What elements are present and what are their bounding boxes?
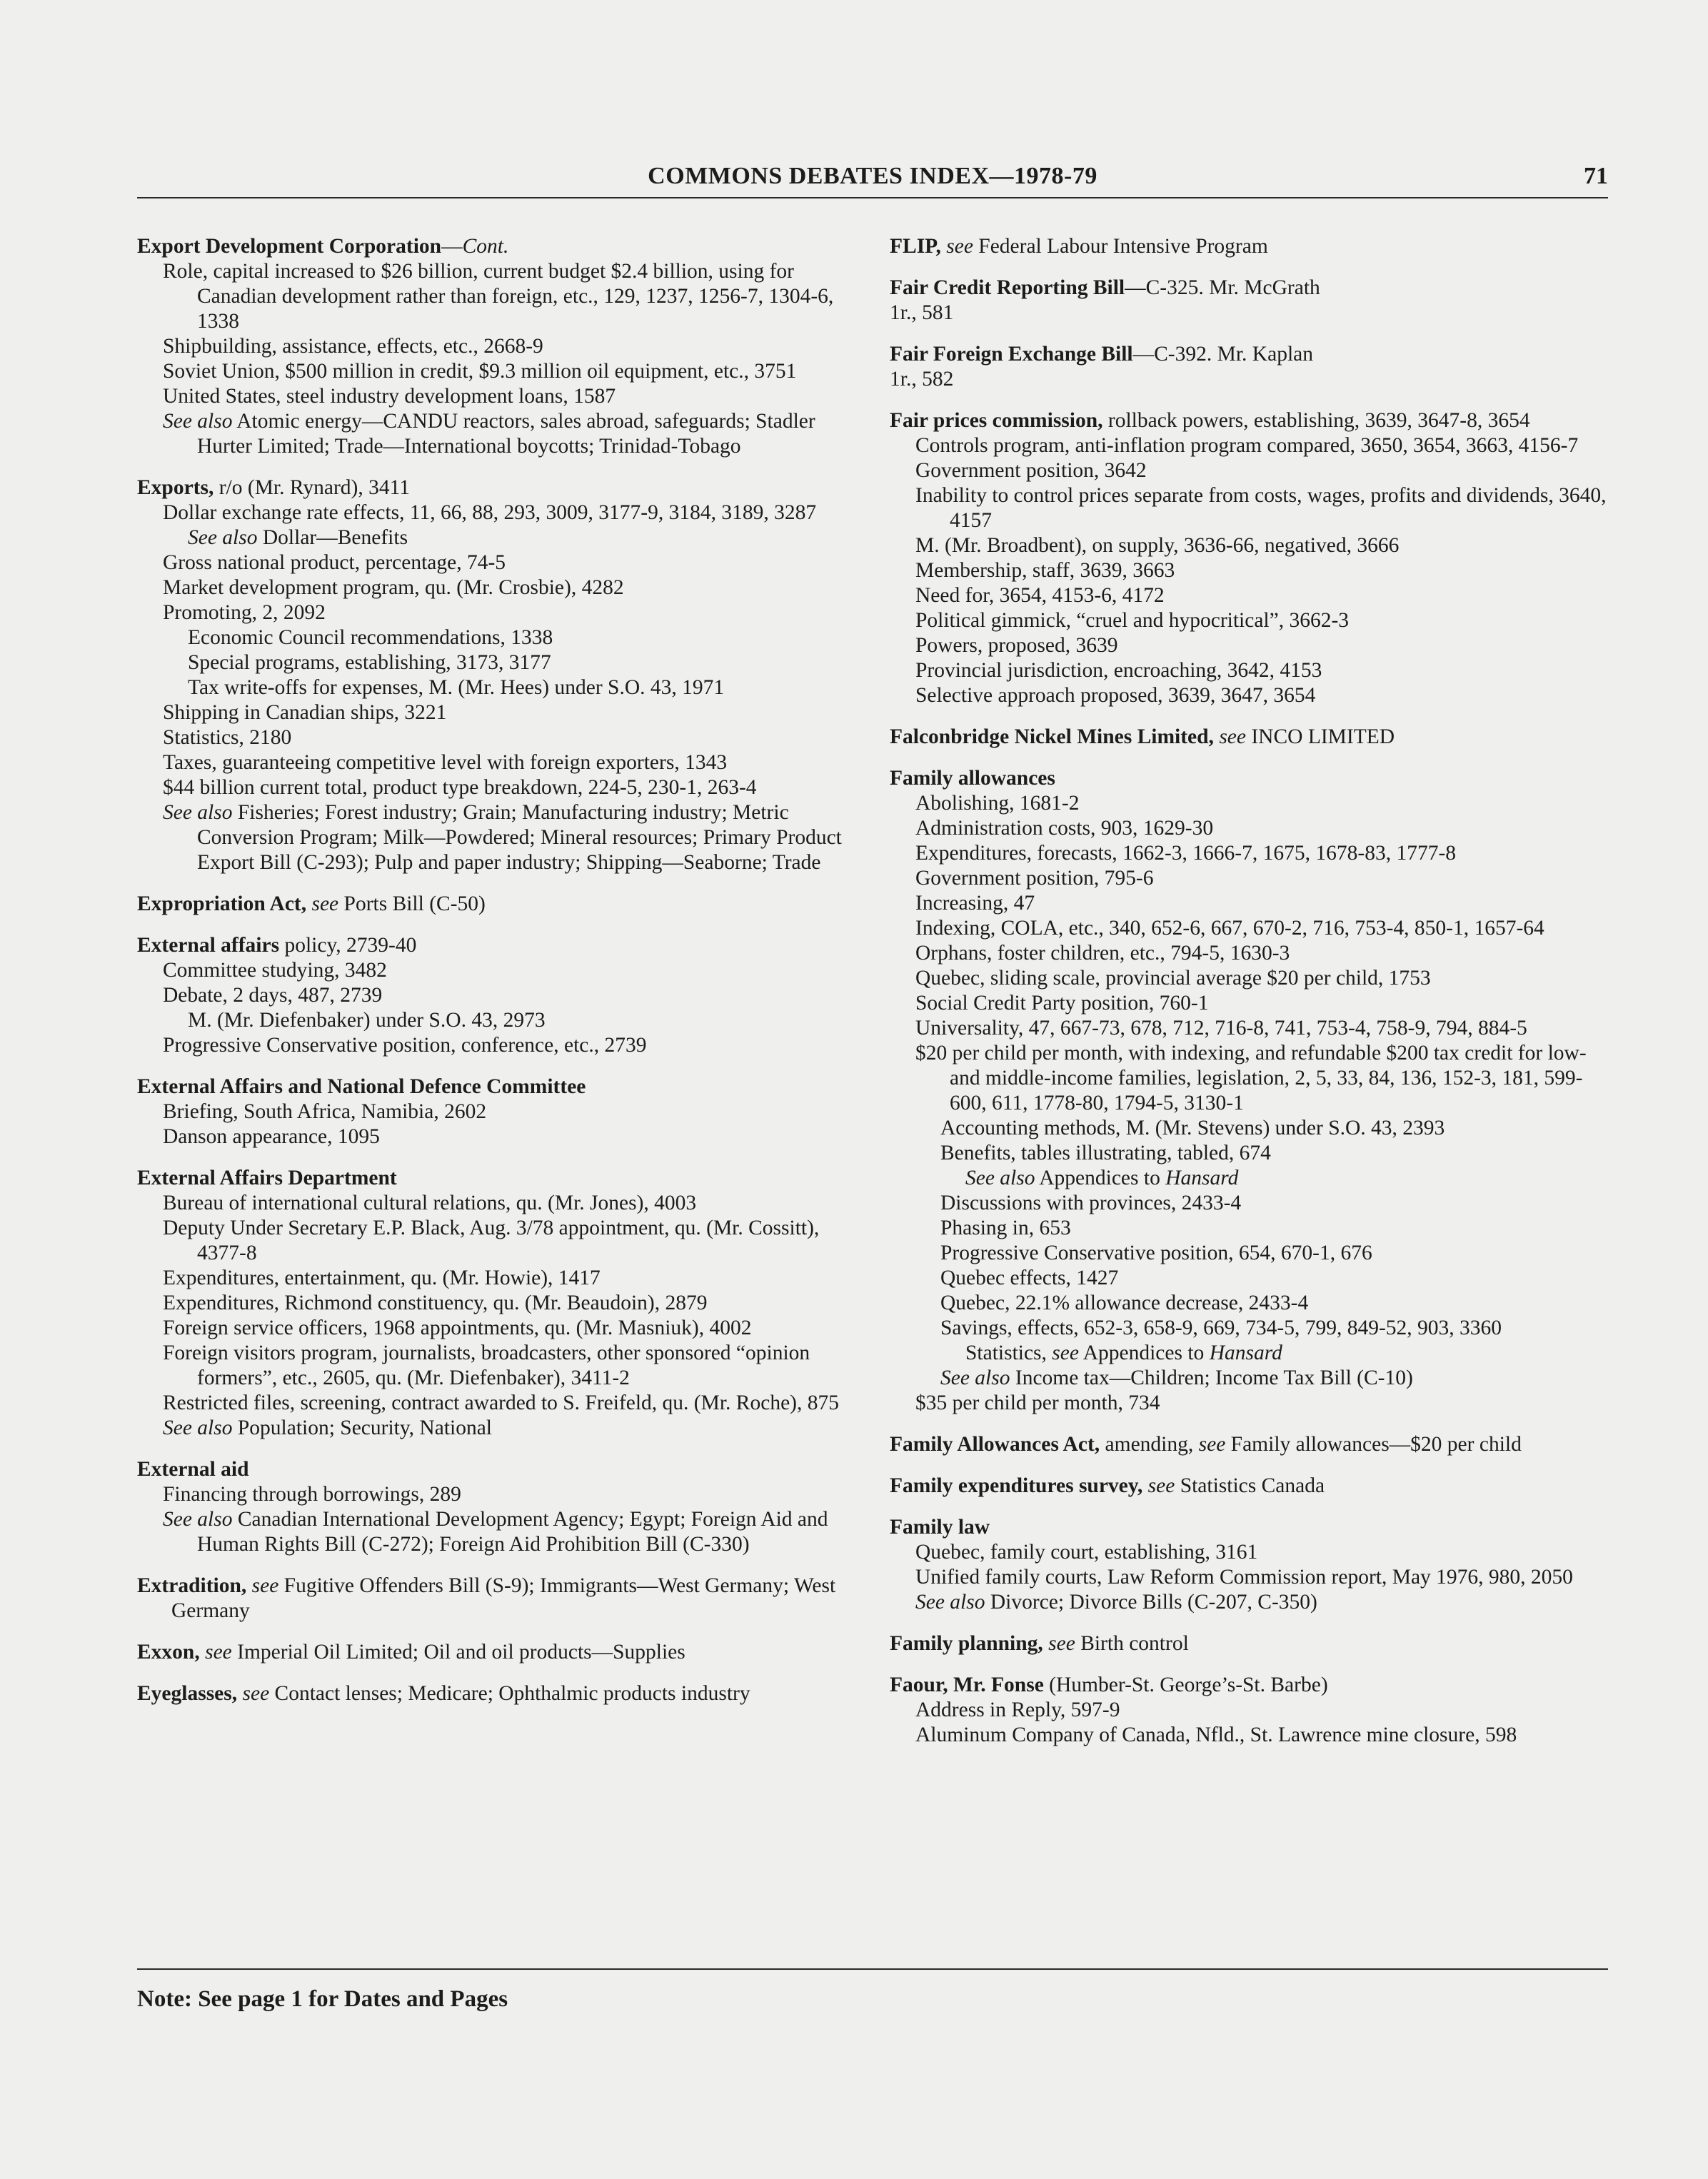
entry-text: Family allowances bbox=[890, 767, 1055, 790]
entry-text: Exports, bbox=[137, 476, 214, 499]
index-entry bbox=[137, 1075, 851, 1149]
entry-subitem bbox=[890, 658, 1611, 683]
entry-heading bbox=[890, 408, 1611, 433]
entry-subitem bbox=[890, 1291, 1611, 1316]
entry-text bbox=[200, 1641, 205, 1664]
entry-text: Statistics, bbox=[965, 1342, 1053, 1364]
entry-text: Provincial jurisdiction, encroaching, 3642, 4153 bbox=[915, 659, 1322, 682]
entry-text: See also bbox=[188, 526, 258, 549]
entry-heading bbox=[890, 367, 1611, 392]
entry-subitem bbox=[890, 558, 1611, 583]
entry-text: Unified family courts, Law Reform Commission report, May 1976, 980, 2050 bbox=[915, 1566, 1573, 1589]
index-entry bbox=[890, 766, 1611, 1416]
entry-subitem bbox=[890, 991, 1611, 1016]
entry-text: M. (Mr. Broadbent), on supply, 3636-66, negatived, 3666 bbox=[915, 534, 1400, 557]
entry-heading bbox=[890, 766, 1611, 791]
entry-text: INCO LIMITED bbox=[1245, 725, 1395, 748]
entry-text: Abolishing, 1681-2 bbox=[915, 792, 1080, 815]
entry-text: Economic Council recommendations, 1338 bbox=[188, 626, 553, 649]
entry-subitem bbox=[890, 1191, 1611, 1216]
entry-text: $20 per child per month, with indexing, and refundable $200 tax credit for low- and middle-income families, legislation, 2, 5, 33, 84, 136, 152-3, 181, 599-600, 611, 1778-80, 1794-5, 3130-1 bbox=[915, 1042, 1587, 1114]
entry-text: Powers, proposed, 3639 bbox=[915, 634, 1118, 657]
entry-subitem bbox=[890, 1216, 1611, 1241]
entry-text: Phasing in, 653 bbox=[940, 1217, 1071, 1239]
entry-text: Committee studying, 3482 bbox=[163, 959, 387, 982]
index-entry bbox=[137, 1574, 851, 1624]
entry-subitem bbox=[890, 891, 1611, 916]
page-number: 71 bbox=[1584, 163, 1608, 189]
entry-heading bbox=[890, 1673, 1611, 1698]
entry-subitem bbox=[890, 1341, 1611, 1366]
entry-text: See also bbox=[163, 1508, 233, 1531]
entry-text: Expropriation Act, bbox=[137, 892, 307, 915]
entry-text bbox=[246, 1574, 251, 1597]
entry-text: Increasing, 47 bbox=[915, 892, 1035, 915]
entry-text bbox=[237, 1682, 242, 1705]
entry-subitem bbox=[137, 800, 851, 875]
entry-subitem bbox=[137, 334, 851, 359]
entry-text: see bbox=[946, 235, 973, 258]
entry-text: Fugitive Offenders Bill (S-9); Immigrants—West Germany; West Germany bbox=[171, 1574, 836, 1622]
entry-subitem bbox=[137, 525, 851, 550]
entry-text: Quebec, sliding scale, provincial average $20 per child, 1753 bbox=[915, 967, 1431, 990]
index-entry bbox=[890, 342, 1611, 392]
entry-subitem bbox=[890, 791, 1611, 816]
entry-heading bbox=[890, 301, 1611, 326]
entry-text: Taxes, guaranteeing competitive level with foreign exporters, 1343 bbox=[163, 751, 728, 774]
entry-subitem bbox=[890, 1366, 1611, 1391]
entry-subitem bbox=[890, 633, 1611, 658]
entry-subitem bbox=[890, 1590, 1611, 1615]
entry-text: Debate, 2 days, 487, 2739 bbox=[163, 984, 383, 1007]
entry-text: Divorce; Divorce Bills (C-207, C-350) bbox=[985, 1591, 1317, 1614]
entry-text: Expenditures, forecasts, 1662-3, 1666-7, 1675, 1678-83, 1777-8 bbox=[915, 842, 1457, 865]
entry-subitem bbox=[890, 583, 1611, 608]
page-header bbox=[137, 163, 1608, 196]
entry-subitem bbox=[890, 866, 1611, 891]
entry-subitem bbox=[890, 1565, 1611, 1590]
entry-text: —C-325. Mr. McGrath bbox=[1125, 276, 1320, 299]
entry-subitem bbox=[137, 1099, 851, 1124]
entry-subitem bbox=[137, 775, 851, 800]
entry-text: Shipbuilding, assistance, effects, etc., 2668-9 bbox=[163, 335, 543, 358]
header-rule bbox=[137, 197, 1608, 198]
entry-heading bbox=[890, 1432, 1611, 1457]
entry-heading bbox=[137, 933, 851, 958]
entry-text: Quebec, 22.1% allowance decrease, 2433-4 bbox=[940, 1292, 1309, 1314]
index-entry bbox=[137, 1640, 851, 1665]
entry-text: Canadian International Development Agency; Egypt; Foreign Aid and Human Rights Bill (C-272); Foreign Aid Prohibition Bill (C-330) bbox=[197, 1508, 828, 1556]
entry-subitem bbox=[890, 966, 1611, 991]
entry-text: rollback powers, establishing, 3639, 3647-8, 3654 bbox=[1102, 409, 1530, 432]
entry-subitem bbox=[137, 1391, 851, 1416]
entry-text: Bureau of international cultural relations, qu. (Mr. Jones), 4003 bbox=[163, 1192, 697, 1214]
entry-text: Foreign service officers, 1968 appointments, qu. (Mr. Masniuk), 4002 bbox=[163, 1317, 752, 1339]
entry-subitem bbox=[137, 384, 851, 409]
entry-subitem bbox=[890, 841, 1611, 866]
entry-text: see bbox=[251, 1574, 279, 1597]
entry-subitem bbox=[890, 533, 1611, 558]
entry-text: Family allowances—$20 per child bbox=[1225, 1433, 1522, 1456]
entry-subitem bbox=[137, 958, 851, 983]
entry-heading bbox=[137, 892, 851, 917]
entry-subitem bbox=[137, 1033, 851, 1058]
entry-heading bbox=[890, 276, 1611, 301]
entry-text: Discussions with provinces, 2433-4 bbox=[940, 1192, 1242, 1214]
index-entry bbox=[890, 1673, 1611, 1748]
entry-text: External Affairs Department bbox=[137, 1167, 397, 1189]
entry-text: Quebec effects, 1427 bbox=[940, 1267, 1119, 1289]
entry-subitem bbox=[890, 1723, 1611, 1748]
entry-text: Administration costs, 903, 1629-30 bbox=[915, 817, 1214, 840]
entry-subitem bbox=[137, 1507, 851, 1557]
index-entry bbox=[137, 1457, 851, 1557]
entry-text: Appendices to bbox=[1078, 1342, 1210, 1364]
entry-text: Falconbridge Nickel Mines Limited, bbox=[890, 725, 1214, 748]
entry-text: Gross national product, percentage, 74-5 bbox=[163, 551, 506, 574]
entry-heading bbox=[890, 725, 1611, 750]
entry-subitem bbox=[137, 1008, 851, 1033]
entry-text: Selective approach proposed, 3639, 3647, 3654 bbox=[915, 684, 1316, 707]
entry-text: Fair Credit Reporting Bill bbox=[890, 276, 1125, 299]
index-entry bbox=[890, 234, 1611, 259]
entry-text: FLIP, bbox=[890, 235, 941, 258]
entry-subitem bbox=[137, 359, 851, 384]
entry-heading bbox=[137, 1640, 851, 1665]
entry-text: Statistics Canada bbox=[1175, 1474, 1325, 1497]
entry-text: Dollar—Benefits bbox=[257, 526, 408, 549]
entry-text: Accounting methods, M. (Mr. Stevens) under S.O. 43, 2393 bbox=[940, 1117, 1445, 1139]
entry-subitem bbox=[137, 625, 851, 650]
entry-subitem bbox=[137, 1316, 851, 1341]
running-title: COMMONS DEBATES INDEX—1978-79 bbox=[648, 163, 1097, 189]
index-entry bbox=[137, 933, 851, 1058]
entry-text: Social Credit Party position, 760-1 bbox=[915, 992, 1209, 1015]
entry-subitem bbox=[137, 1124, 851, 1149]
entry-text: amending, bbox=[1100, 1433, 1199, 1456]
index-entry bbox=[890, 1631, 1611, 1656]
index-entry bbox=[890, 1432, 1611, 1457]
index-entry bbox=[137, 1166, 851, 1441]
entry-text: Market development program, qu. (Mr. Crosbie), 4282 bbox=[163, 576, 624, 599]
entry-text: Danson appearance, 1095 bbox=[163, 1125, 380, 1148]
entry-subitem bbox=[890, 1266, 1611, 1291]
entry-text: Hansard bbox=[1165, 1167, 1239, 1189]
entry-text: Statistics, 2180 bbox=[163, 726, 292, 749]
entry-text: Restricted files, screening, contract awarded to S. Freifeld, qu. (Mr. Roche), 875 bbox=[163, 1392, 839, 1414]
entry-text: See also bbox=[163, 1416, 233, 1439]
entry-text: Special programs, establishing, 3173, 3177 bbox=[188, 651, 551, 674]
entry-subitem bbox=[890, 683, 1611, 708]
entry-text: Tax write-offs for expenses, M. (Mr. Hees) under S.O. 43, 1971 bbox=[188, 676, 725, 699]
entry-subitem bbox=[137, 500, 851, 525]
entry-text: see bbox=[1048, 1632, 1075, 1655]
entry-text: Cont. bbox=[462, 235, 509, 258]
entry-text: (Humber-St. George’s-St. Barbe) bbox=[1043, 1674, 1328, 1696]
entry-text: United States, steel industry development loans, 1587 bbox=[163, 385, 616, 408]
entry-text: r/o (Mr. Rynard), 3411 bbox=[214, 476, 411, 499]
entry-text: see bbox=[311, 892, 339, 915]
entry-subitem bbox=[890, 816, 1611, 841]
entry-text: Soviet Union, $500 million in credit, $9.3 million oil equipment, etc., 3751 bbox=[163, 360, 797, 383]
entry-subitem bbox=[137, 1291, 851, 1316]
entry-text: Hansard bbox=[1209, 1342, 1282, 1364]
entry-text: See also bbox=[940, 1367, 1010, 1389]
index-entry bbox=[137, 1681, 851, 1706]
entry-subitem bbox=[890, 941, 1611, 966]
entry-subitem bbox=[890, 1041, 1611, 1116]
entry-text: Appendices to bbox=[1035, 1167, 1166, 1189]
entry-text: Dollar exchange rate effects, 11, 66, 88, 293, 3009, 3177-9, 3184, 3189, 3287 bbox=[163, 501, 817, 524]
entry-text: Government position, 3642 bbox=[915, 459, 1147, 482]
entry-text: Federal Labour Intensive Program bbox=[973, 235, 1268, 258]
entry-text: see bbox=[205, 1641, 232, 1664]
entry-text: 1r., 582 bbox=[890, 368, 954, 391]
entry-subitem bbox=[137, 983, 851, 1008]
entry-text: See also bbox=[965, 1167, 1035, 1189]
entry-heading bbox=[890, 1474, 1611, 1499]
entry-subitem bbox=[890, 1141, 1611, 1166]
entry-text: See also bbox=[915, 1591, 985, 1614]
entry-subitem bbox=[137, 675, 851, 700]
entry-subitem bbox=[137, 600, 851, 625]
entry-subitem bbox=[137, 1416, 851, 1441]
entry-text: —C-392. Mr. Kaplan bbox=[1132, 343, 1313, 366]
entry-text: Income tax—Children; Income Tax Bill (C-10) bbox=[1010, 1367, 1413, 1389]
entry-subitem bbox=[137, 725, 851, 750]
footer-rule bbox=[137, 1968, 1608, 1970]
entry-heading bbox=[137, 1574, 851, 1624]
entry-text: External aid bbox=[137, 1458, 249, 1481]
entry-text: see bbox=[242, 1682, 270, 1705]
entry-heading bbox=[890, 342, 1611, 367]
index-entry bbox=[890, 1515, 1611, 1615]
entry-heading bbox=[137, 1457, 851, 1482]
entry-text: Family Allowances Act, bbox=[890, 1433, 1100, 1456]
right-column bbox=[890, 234, 1611, 1764]
entry-text: Eyeglasses, bbox=[137, 1682, 238, 1705]
entry-text: Need for, 3654, 4153-6, 4172 bbox=[915, 584, 1165, 607]
entry-text: Expenditures, Richmond constituency, qu. (Mr. Beaudoin), 2879 bbox=[163, 1292, 708, 1314]
entry-text: Briefing, South Africa, Namibia, 2602 bbox=[163, 1100, 487, 1123]
entry-subitem bbox=[890, 916, 1611, 941]
entry-text: Population; Security, National bbox=[232, 1416, 493, 1439]
entry-text: see bbox=[1198, 1433, 1226, 1456]
entry-text: Government position, 795-6 bbox=[915, 867, 1154, 890]
index-entry bbox=[890, 276, 1611, 326]
entry-text: Savings, effects, 652-3, 658-9, 669, 734-5, 799, 849-52, 903, 3360 bbox=[940, 1317, 1502, 1339]
entry-subitem bbox=[137, 650, 851, 675]
entry-text: Address in Reply, 597-9 bbox=[915, 1699, 1120, 1721]
entry-subitem bbox=[137, 700, 851, 725]
entry-subitem bbox=[137, 1341, 851, 1391]
entry-text: Birth control bbox=[1075, 1632, 1189, 1655]
entry-subitem bbox=[137, 575, 851, 600]
entry-subitem bbox=[137, 1482, 851, 1507]
entry-text: Role, capital increased to $26 billion, current budget $2.4 billion, using for Canadian development rather than foreign, etc., 129, 1237, 1256-7, 1304-6, 1338 bbox=[163, 260, 834, 333]
entry-text: Fair prices commission, bbox=[890, 409, 1103, 432]
entry-subitem bbox=[890, 1166, 1611, 1191]
entry-text: Atomic energy—CANDU reactors, sales abroad, safeguards; Stadler Hurter Limited; Trade—International boycotts; Trinidad-Tobago bbox=[197, 410, 815, 458]
entry-text: see bbox=[1147, 1474, 1175, 1497]
entry-text: External affairs bbox=[137, 934, 280, 957]
entry-text: Contact lenses; Medicare; Ophthalmic products industry bbox=[269, 1682, 750, 1705]
entry-text: Benefits, tables illustrating, tabled, 674 bbox=[940, 1142, 1271, 1164]
entry-text: Export Development Corporation bbox=[137, 235, 442, 258]
entry-text: policy, 2739-40 bbox=[279, 934, 417, 957]
entry-subitem bbox=[137, 550, 851, 575]
entry-text: Fisheries; Forest industry; Grain; Manufacturing industry; Metric Conversion Program; Milk—Powdered; Mineral resources; Primary Product Export Bill (C-293); Pulp and paper industry; Shipping—Seaborne; Trade bbox=[197, 801, 842, 874]
entry-text: see bbox=[1219, 725, 1246, 748]
entry-subitem bbox=[137, 409, 851, 459]
entry-text: Fair Foreign Exchange Bill bbox=[890, 343, 1133, 366]
entry-heading bbox=[890, 234, 1611, 259]
entry-subitem bbox=[890, 433, 1611, 458]
left-column bbox=[137, 234, 851, 1723]
entry-subitem bbox=[137, 1266, 851, 1291]
entry-subitem bbox=[890, 1016, 1611, 1041]
entry-subitem bbox=[137, 750, 851, 775]
entry-text: Faour, Mr. Fonse bbox=[890, 1674, 1044, 1696]
entry-text: Family expenditures survey, bbox=[890, 1474, 1143, 1497]
entry-text: Progressive Conservative position, conference, etc., 2739 bbox=[163, 1034, 647, 1057]
entry-text: Promoting, 2, 2092 bbox=[163, 601, 326, 624]
entry-text: Quebec, family court, establishing, 3161 bbox=[915, 1541, 1258, 1564]
index-entry bbox=[137, 475, 851, 875]
entry-subitem bbox=[890, 1241, 1611, 1266]
entry-subitem bbox=[890, 1698, 1611, 1723]
index-entry bbox=[890, 408, 1611, 708]
entry-text: Aluminum Company of Canada, Nfld., St. Lawrence mine closure, 598 bbox=[915, 1723, 1517, 1746]
entry-text: Shipping in Canadian ships, 3221 bbox=[163, 701, 447, 724]
entry-text: Ports Bill (C-50) bbox=[338, 892, 486, 915]
entry-heading bbox=[890, 1631, 1611, 1656]
entry-subitem bbox=[890, 1391, 1611, 1416]
index-entry bbox=[890, 1474, 1611, 1499]
entry-text: Inability to control prices separate from costs, wages, profits and dividends, 3640, 4157 bbox=[915, 484, 1607, 532]
entry-subitem bbox=[137, 259, 851, 334]
entry-subitem bbox=[890, 458, 1611, 483]
entry-subitem bbox=[890, 483, 1611, 533]
index-entry bbox=[137, 892, 851, 917]
entry-heading bbox=[137, 234, 851, 259]
entry-subitem bbox=[890, 1116, 1611, 1141]
entry-text: External Affairs and National Defence Committee bbox=[137, 1075, 586, 1098]
entry-text: $44 billion current total, product type breakdown, 224-5, 230-1, 263-4 bbox=[163, 776, 757, 799]
entry-text: 1r., 581 bbox=[890, 301, 954, 324]
entry-text: Financing through borrowings, 289 bbox=[163, 1483, 461, 1506]
entry-text: see bbox=[1052, 1342, 1079, 1364]
entry-text: Deputy Under Secretary E.P. Black, Aug. 3/78 appointment, qu. (Mr. Cossitt), 4377-8 bbox=[163, 1217, 820, 1264]
entry-text: Membership, staff, 3639, 3663 bbox=[915, 559, 1175, 582]
entry-text: Foreign visitors program, journalists, broadcasters, other sponsored “opinion formers”, etc., 2605, qu. (Mr. Diefenbaker), 3411-2 bbox=[163, 1342, 810, 1389]
entry-subitem bbox=[137, 1216, 851, 1266]
entry-text: Political gimmick, “cruel and hypocritical”, 3662-3 bbox=[915, 609, 1350, 632]
entry-heading bbox=[137, 1075, 851, 1099]
entry-heading bbox=[137, 1166, 851, 1191]
entry-subitem bbox=[890, 1540, 1611, 1565]
index-entry bbox=[137, 234, 851, 459]
entry-subitem bbox=[890, 608, 1611, 633]
index-entry bbox=[890, 725, 1611, 750]
entry-text: — bbox=[441, 235, 463, 258]
entry-text: See also bbox=[163, 801, 233, 824]
entry-text bbox=[1142, 1474, 1147, 1497]
entry-text: Universality, 47, 667-73, 678, 712, 716-8, 741, 753-4, 758-9, 794, 884-5 bbox=[915, 1017, 1527, 1040]
entry-text: Extradition, bbox=[137, 1574, 247, 1597]
entry-subitem bbox=[137, 1191, 851, 1216]
entry-text: Family law bbox=[890, 1516, 990, 1539]
entry-subitem bbox=[890, 1316, 1611, 1341]
entry-text: See also bbox=[163, 410, 233, 433]
footer-note: Note: See page 1 for Dates and Pages bbox=[137, 1986, 508, 2012]
entry-text: Progressive Conservative position, 654, 670-1, 676 bbox=[940, 1242, 1372, 1264]
entry-heading bbox=[137, 1681, 851, 1706]
entry-text: Controls program, anti-inflation program compared, 3650, 3654, 3663, 4156-7 bbox=[915, 434, 1579, 457]
entry-text: Expenditures, entertainment, qu. (Mr. Howie), 1417 bbox=[163, 1267, 601, 1289]
entry-heading bbox=[890, 1515, 1611, 1540]
entry-text: Family planning, bbox=[890, 1632, 1043, 1655]
entry-text: $35 per child per month, 734 bbox=[915, 1392, 1160, 1414]
entry-text: Exxon, bbox=[137, 1641, 200, 1664]
entry-text: M. (Mr. Diefenbaker) under S.O. 43, 2973 bbox=[188, 1009, 546, 1032]
entry-text: Indexing, COLA, etc., 340, 652-6, 667, 670-2, 716, 753-4, 850-1, 1657-64 bbox=[915, 917, 1544, 940]
entry-heading bbox=[137, 475, 851, 500]
entry-text: Orphans, foster children, etc., 794-5, 1630-3 bbox=[915, 942, 1290, 965]
entry-text: Imperial Oil Limited; Oil and oil products—Supplies bbox=[231, 1641, 685, 1664]
